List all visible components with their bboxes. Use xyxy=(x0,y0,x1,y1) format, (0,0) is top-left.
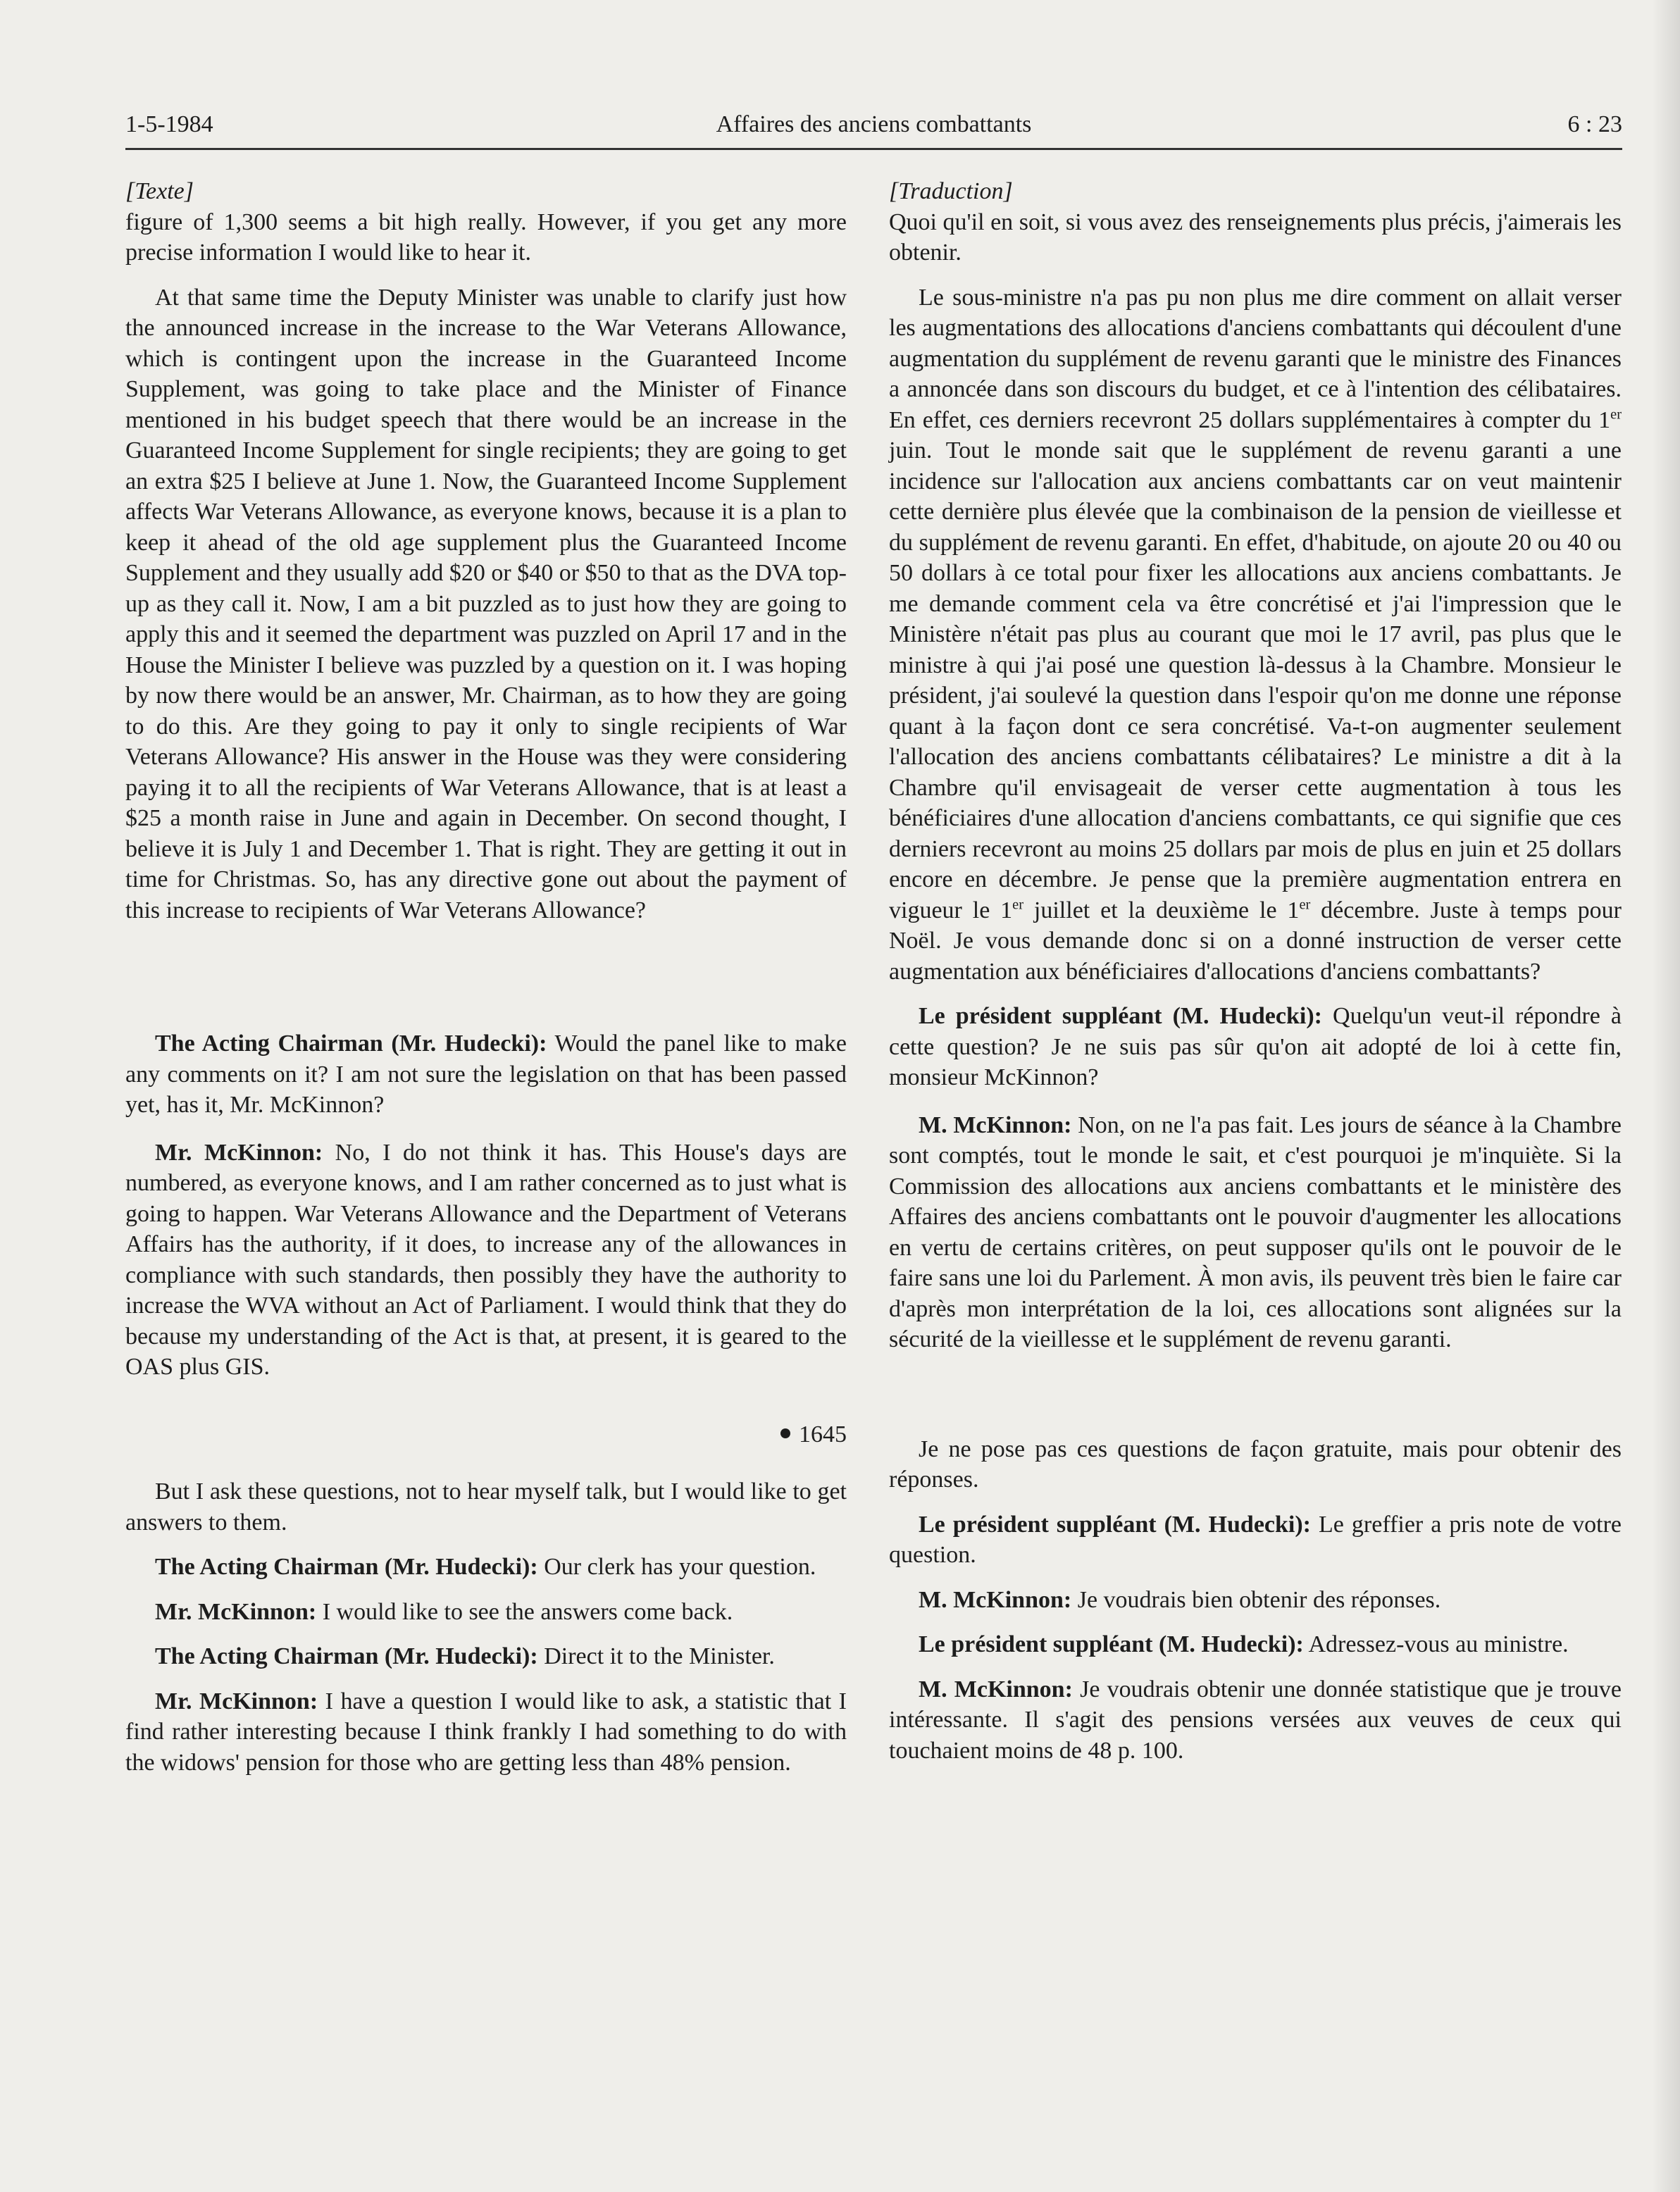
paragraph xyxy=(125,1138,847,1383)
paragraph: Le sous-ministre n'a pas pu non plus me dire comment on allait verser les augmentations des allocations d'anciens combattants qui découlent d'une augmentation du supplément de revenu garanti que le ministre des Finances a annoncée dans son discours du budget, et ce à l'intention des célibataires. En effet, ces derniers recevront 25 dollars supplémentaires à compter du 1er juin. Tout le monde sait que le supplément de revenu garanti a une incidence sur l'allocation aux anciens combattants car on veut maintenir cette dernière plus élevée que la combinaison de la pension de vieillesse et du supplément de revenu garanti. En effet, d'habitude, on ajoute 20 ou 40 ou 50 dollars à ce total pour fixer les allocations aux anciens combattants. Je me demande comment cela va être concrétisé et j'ai l'impression que le Ministère n'était pas plus au courant que moi le 17 avril, pas plus que le ministre à qui j'ai posé une question là-dessus à la Chambre. Monsieur le président, j'ai soulevé la question dans l'espoir qu'on me donne une réponse quant à la façon dont ce sera concrétisé. Va-t-on augmenter seulement l'allocation des anciens combattants célibataires? Le ministre a dit à la Chambre qu'il envisageait de verser cette augmentation à tous les bénéficiaires d'une allocation d'anciens combattants, ce qui signifie que ces derniers recevront au moins 25 dollars par mois de plus en juin et 25 dollars encore en décembre. Je pense que la première augmentation entrera en vigueur le 1er juillet et la deuxième le 1er décembre. Juste à temps pour Noël. Je vous demande donc si on a donné instruction de verser cette augmentation aux bénéficiaires d'allocations d'anciens combattants? xyxy=(889,284,1622,985)
paragraph xyxy=(889,1629,1622,1660)
speaker-name: The Acting Chairman (Mr. Hudecki): xyxy=(155,1030,547,1057)
speech-text: I would like to see the answers come back. xyxy=(316,1598,733,1625)
header-date: 1-5-1984 xyxy=(125,111,213,137)
paragraph xyxy=(125,1641,847,1672)
speech-text: Je voudrais obtenir une donnée statistique que je trouve intéressante. Il s'agit des pensions versées aux veuves de ceux qui touchaient moins de 48 p. 100. xyxy=(889,1676,1622,1764)
speech-text: Le greffier a pris note de votre question. xyxy=(889,1511,1622,1568)
paragraph xyxy=(125,1552,847,1583)
speaker-name: M. McKinnon: xyxy=(919,1586,1072,1613)
header-title: Affaires des anciens combattants xyxy=(716,111,1032,137)
french-column xyxy=(889,176,1622,1766)
paragraph: Je ne pose pas ces questions de façon gratuite, mais pour obtenir des réponses. xyxy=(889,1436,1622,1493)
page-edge-shadow xyxy=(1652,0,1680,2192)
paragraph xyxy=(889,1674,1622,1767)
speaker-name: Mr. McKinnon: xyxy=(155,1688,318,1714)
speech-text: I have a question I would like to ask, a statistic that I find rather interesting because I think frankly I had something to do with the widows' pension for those who are getting less than 48% pension. xyxy=(125,1688,847,1776)
speaker-name: The Acting Chairman (Mr. Hudecki): xyxy=(155,1643,538,1669)
paragraph xyxy=(125,1028,847,1121)
speech-text: Non, on ne l'a pas fait. Les jours de séance à la Chambre sont comptés, tout le monde le sait, et c'est pourquoi je m'inquiète. Si la Commission des allocations aux anciens combattants et le ministère des Affaires des anciens combattants ont le pouvoir d'augmenter les allocations en vertu de certains critères, on peut supposer qu'ils ont le pouvoir de le faire sans une loi du Parlement. À mon avis, ils peuvent très bien le faire car d'après mon interprétation de la loi, ces allocations sont alignées sur la sécurité de la vieillesse et le supplément de revenu garanti. xyxy=(889,1111,1622,1352)
paragraph xyxy=(889,1585,1622,1616)
speech-text: Direct it to the Minister. xyxy=(537,1643,775,1669)
speech-text: No, I do not think it has. This House's days are numbered, as everyone knows, and I am rather concerned as to just what is going to happen. War Veterans Allowance and the Department of Veterans Affairs has the authority, if it does, to increase any of the allowances in compliance with such standards, then possibly they have the authority to increase the WVA without an Act of Parliament. I would think that they do because my understanding of the Act is that, at present, it is geared to the OAS plus GIS. xyxy=(125,1139,847,1380)
speech-text: Would the panel like to make any comments on it? I am not sure the legislation on that has been passed yet, has it, Mr. McKinnon? xyxy=(125,1030,847,1118)
speaker-name: The Acting Chairman (Mr. Hudecki): xyxy=(155,1554,538,1580)
bullet-icon xyxy=(780,1428,790,1438)
running-header xyxy=(125,106,1622,150)
speaker-name: M. McKinnon: xyxy=(919,1111,1072,1138)
english-column xyxy=(125,176,847,1778)
language-tag-french: [Traduction] xyxy=(889,178,1013,204)
speech-text: Our clerk has your question. xyxy=(537,1554,816,1580)
speech-text: Quelqu'un veut-il répondre à cette question? Je ne suis pas sûr qu'on ait adopté de loi à cette fin, monsieur McKinnon? xyxy=(889,1003,1622,1090)
speech-text: Adressez-vous au ministre. xyxy=(1303,1631,1569,1657)
speaker-name: Mr. McKinnon: xyxy=(155,1139,323,1166)
paragraph xyxy=(889,1509,1622,1571)
speaker-name: Le président suppléant (M. Hudecki): xyxy=(919,1003,1322,1029)
paragraph xyxy=(889,1001,1622,1093)
paragraph xyxy=(125,1597,847,1628)
speaker-name: Le président suppléant (M. Hudecki): xyxy=(919,1631,1304,1657)
time-marker: 1645 xyxy=(125,1419,847,1450)
speech-text: Je voudrais bien obtenir des réponses. xyxy=(1071,1586,1441,1613)
paragraph xyxy=(889,1110,1622,1355)
header-page-number: 6 : 23 xyxy=(1567,111,1622,137)
paragraph xyxy=(125,1686,847,1779)
paragraph: At that same time the Deputy Minister was unable to clarify just how the announced increase in the increase to the War Veterans Allowance, which is contingent upon the increase in the Guaranteed Income Supplement, was going to take place and the Minister of Finance mentioned in his budget speech that there would be an increase in the Guaranteed Income Supplement for single recipients; they are going to get an extra $25 I believe at June 1. Now, the Guaranteed Income Supplement affects War Veterans Allowance, as everyone knows, because it is a plan to keep it ahead of the old age supplement plus the Guaranteed Income Supplement and they usually add $20 or $40 or $50 to that as the DVA top-up as they call it. Now, I am a bit puzzled as to just how they are going to apply this and it seemed the department was puzzled on April 17 and in the House the Minister I believe was puzzled by a question on it. I was hoping by now there would be an answer, Mr. Chairman, as to how they are going to do this. Are they going to pay it only to single recipients of War Veterans Allowance? His answer in the House was they were considering paying it to all the recipients of War Veterans Allowance, that is at least a $25 a month raise in June and again in December. On second thought, I believe it is July 1 and December 1. That is right. They are getting it out in time for Christmas. So, has any directive gone out about the payment of this increase to recipients of War Veterans Allowance? xyxy=(125,284,847,923)
paragraph: Quoi qu'il en soit, si vous avez des renseignements plus précis, j'aimerais les obtenir. xyxy=(889,208,1622,266)
speaker-name: Le président suppléant (M. Hudecki): xyxy=(919,1511,1311,1538)
paragraph: figure of 1,300 seems a bit high really. However, if you get any more precise information I would like to hear it. xyxy=(125,208,847,266)
speaker-name: M. McKinnon: xyxy=(919,1676,1073,1702)
language-tag-english: [Texte] xyxy=(125,178,194,204)
speaker-name: Mr. McKinnon: xyxy=(155,1598,317,1625)
paragraph: But I ask these questions, not to hear myself talk, but I would like to get answers to them. xyxy=(125,1478,847,1536)
